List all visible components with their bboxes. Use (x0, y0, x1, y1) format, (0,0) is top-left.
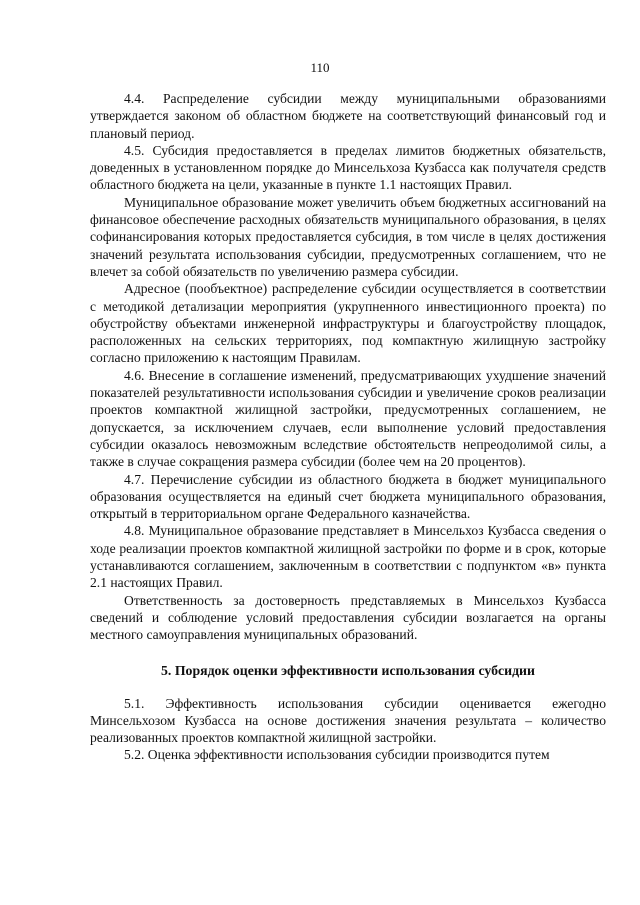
paragraph-budget-allocations: Муниципальное образование может увеличить объем бюджетных ассигнований на финансовое обеспечение расходных обязательств муниципального образования, в целях софинансирования которых предоставляется субсидия, в том числе в целях достижения значений результата использования субсидии, предусмотренных соглашением, что не влечет за собой обязательств по увеличению размера субсидии. (90, 194, 606, 279)
paragraph-address-distribution: Адресное (пообъектное) распределение субсидии осуществляется в соответствии с методикой детализации мероприятия (укрупненного инвестиционного проекта) по обустройству объектами инженерной инфраструктуры и благоустройству площадок, расположенных на сельских территориях, под компактную жилищную застройку согласно приложению к настоящим Правилам. (90, 281, 606, 366)
page-number: 110 (310, 60, 330, 75)
document-body (90, 90, 606, 764)
paragraph-5-1: 5.1. Эффективность использования субсидии оценивается ежегодно Минсельхозом Кузбасса на основе достижения значения результата – количество реализованных проектов компактной жилищной застройки. (90, 695, 606, 746)
paragraph-responsibility: Ответственность за достоверность представляемых в Минсельхоз Кузбасса сведений и соблюдение условий предоставления субсидии возлагается на органы местного самоуправления муниципальных образований. (90, 592, 606, 643)
paragraph-4-4: 4.4. Распределение субсидии между муниципальными образованиями утверждается законом об областном бюджете на соответствующий финансовый год и плановый период. (90, 91, 606, 141)
paragraph-4-8: 4.8. Муниципальное образование представляет в Минсельхоз Кузбасса сведения о ходе реализации проектов компактной жилищной застройки по форме и в срок, которые устанавливаются соглашением, заключенным в соответствии с подпунктом «в» пункта 2.1 настоящих Правил. (90, 523, 606, 591)
paragraph-4-7: 4.7. Перечисление субсидии из областного бюджета в бюджет муниципального образования осуществляется на единый счет бюджета муниципального образования, открытый в территориальном органе Федерального казначейства. (90, 471, 606, 522)
paragraph-5-2: 5.2. Оценка эффективности использования субсидии производится путем (124, 747, 550, 763)
paragraph-4-6: 4.6. Внесение в соглашение изменений, предусматривающих ухудшение значений показателей результативности использования субсидии и увеличение сроков реализации проектов компактной жилищной застройки, предусмотренных соглашением, не допускается, за исключением случаев, если выполнение условий предоставления субсидии оказалось невозможным вследствие обстоятельств непреодолимой силы, а также в случае сокращения размера субсидии (более чем на 20 процентов). (90, 367, 606, 470)
paragraph-4-5: 4.5. Субсидия предоставляется в пределах лимитов бюджетных обязательств, доведенных в установленном порядке до Минсельхоза Кузбасса как получателя средств областного бюджета на цели, указанные в пункте 1.1 настоящих Правил. (90, 142, 606, 193)
section-heading: 5. Порядок оценки эффективности использования субсидии (161, 662, 535, 678)
